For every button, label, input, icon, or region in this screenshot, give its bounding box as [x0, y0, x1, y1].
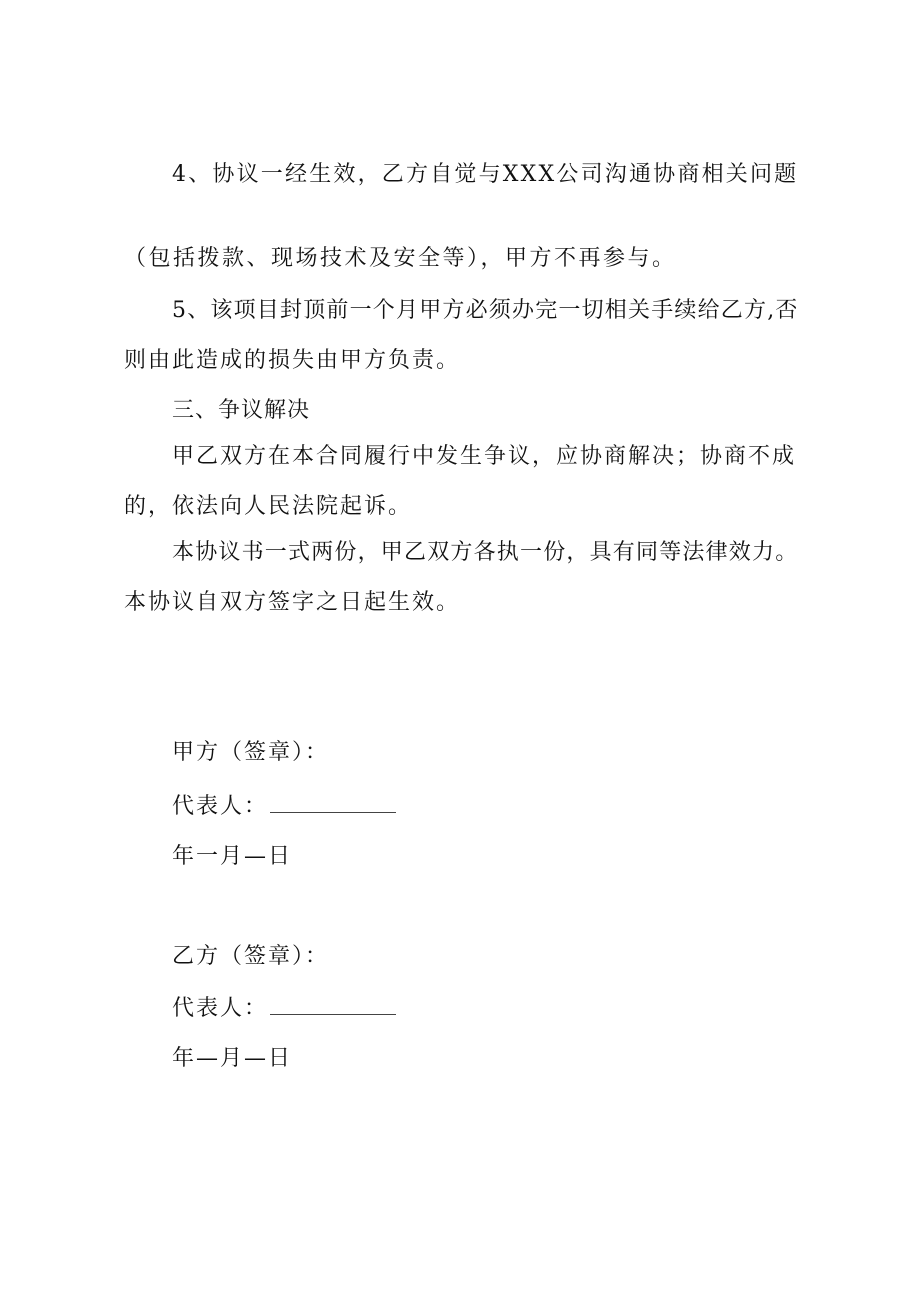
- clause-5-line-2: 则由此造成的损失由甲方负责。: [124, 348, 461, 373]
- copies-paragraph-line-1: 本协议书一式两份，甲乙双方各执一份，具有同等法律效力。: [172, 540, 799, 565]
- clause-4-line-1: 4、协议一经生效，乙方自觉与XXX公司沟通协商相关问题: [172, 162, 799, 187]
- party-a-signature-label: 甲方（签章）：: [172, 740, 330, 765]
- copies-paragraph-line-2: 本协议自双方签字之日起生效。: [124, 590, 461, 615]
- party-a-date: 年一月—日: [172, 844, 293, 869]
- dispute-paragraph-line-1: 甲乙双方在本合同履行中发生争议，应协商解决；协商不成: [172, 444, 797, 469]
- party-b-representative: [172, 994, 396, 1024]
- party-a-rep-label: 代表人：: [172, 794, 269, 819]
- party-a-rep-blank: [270, 792, 396, 813]
- party-b-date: 年—月—日: [172, 1046, 293, 1071]
- party-b-signature-label: 乙方（签章）：: [172, 944, 330, 969]
- clause-4-line-2: （包括拨款、现场技术及安全等），甲方不再参与。: [124, 246, 677, 271]
- dispute-paragraph-line-2: 的，依法向人民法院起诉。: [124, 494, 413, 519]
- party-b-rep-label: 代表人：: [172, 996, 269, 1021]
- party-b-rep-blank: [270, 994, 396, 1015]
- clause-5-line-1: 5、该项目封顶前一个月甲方必须办完一切相关手续给乙方,否: [172, 298, 799, 323]
- section-heading-dispute: 三、争议解决: [172, 398, 311, 423]
- party-a-representative: [172, 792, 396, 822]
